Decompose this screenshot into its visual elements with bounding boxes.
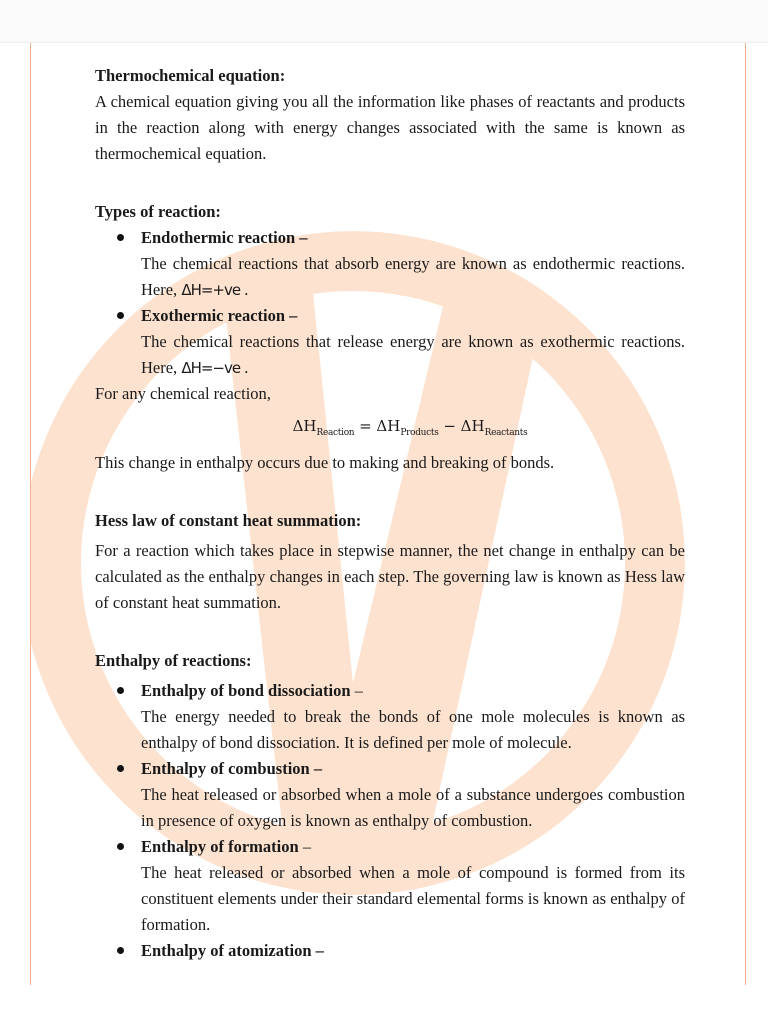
enthalpy-equation: $\Delta H_{Reaction} = \Delta H_{Products} - \Delta H_{Reactants}$ <box>292 417 528 438</box>
list-item <box>95 303 685 381</box>
list-item <box>95 834 685 938</box>
document-page <box>30 43 746 985</box>
top-strip <box>0 0 768 43</box>
item-title-atomization: Enthalpy of atomization – <box>141 941 324 960</box>
item-title-exothermic: Exothermic reaction – <box>141 306 298 325</box>
item-desc-bond-dissociation: The energy needed to break the bonds of one mole molecules is known as enthalpy of bond dissociation. It is defined per mole of molecule. <box>141 707 685 752</box>
formula-endothermic: ΔH=+ve <box>181 281 241 299</box>
bullet-icon <box>117 312 124 319</box>
for-any-reaction-text: For any chemical reaction, <box>95 384 271 403</box>
item-desc-formation: The heat released or absorbed when a mole of compound is formed from its constituent elements under their standard elemental forms is known as enthalpy of formation. <box>141 863 685 934</box>
list-item <box>95 938 685 964</box>
item-title-formation: Enthalpy of formation – <box>141 837 312 856</box>
item-title-combustion: Enthalpy of combustion – <box>141 759 323 778</box>
bullet-icon <box>117 234 124 241</box>
bullet-icon <box>117 687 124 694</box>
section-heading-enthalpy: Enthalpy of reactions: <box>95 651 252 670</box>
paragraph-thermochemical: A chemical equation giving you all the information like phases of reactants and products in the reaction along with energy changes associated with the same is known as thermochemical equation. <box>95 92 685 163</box>
item-title-endothermic: Endothermic reaction – <box>141 228 308 247</box>
list-item <box>95 756 685 834</box>
list-item <box>95 225 685 303</box>
bullet-icon <box>117 947 124 954</box>
section-heading-thermochemical: Thermochemical equation: <box>95 66 286 85</box>
formula-exothermic: ΔH=−ve <box>181 359 241 377</box>
section-heading-types: Types of reaction: <box>95 202 221 221</box>
page-content <box>95 63 685 964</box>
bullet-icon <box>117 843 124 850</box>
item-desc-exothermic: The chemical reactions that release energy are known as exothermic reactions. Here, ΔH=−ve . <box>141 332 685 377</box>
enthalpy-list <box>95 678 685 964</box>
enthalpy-note: This change in enthalpy occurs due to making and breaking of bonds. <box>95 453 555 472</box>
item-desc-combustion: The heat released or absorbed when a mole of a substance undergoes combustion in presence of oxygen is known as enthalpy of combustion. <box>141 785 685 830</box>
section-heading-hess: Hess law of constant heat summation: <box>95 511 362 530</box>
paragraph-hess: For a reaction which takes place in stepwise manner, the net change in enthalpy can be calculated as the enthalpy changes in each step. The governing law is known as Hess law of constant heat summation. <box>95 541 685 612</box>
bullet-icon <box>117 765 124 772</box>
list-item <box>95 678 685 756</box>
item-desc-endothermic: The chemical reactions that absorb energy are known as endothermic reactions. Here, ΔH=+ve . <box>141 254 685 299</box>
item-title-bond-dissociation: Enthalpy of bond dissociation – <box>141 681 363 700</box>
reaction-types-list <box>95 225 685 381</box>
